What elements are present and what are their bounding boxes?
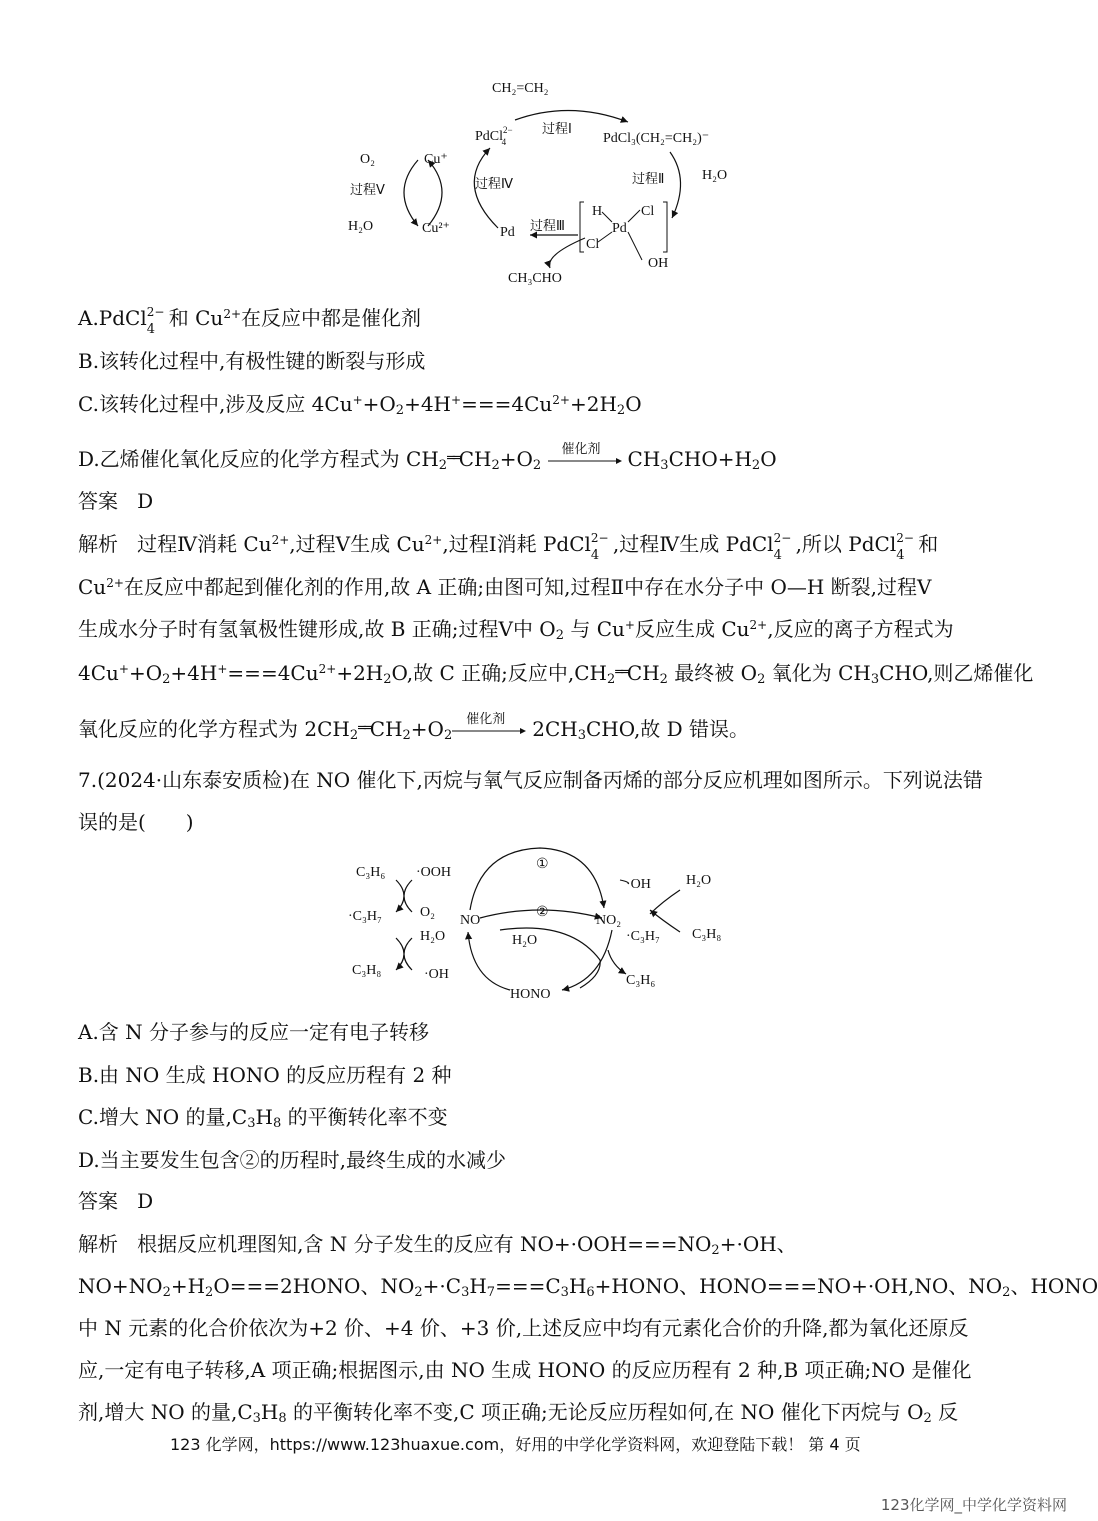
q6-analysis-line2: $Cu^{2+}$在反应中都起到催化剂的作用,故 A 正确;由图可知,过程Ⅱ中存在水分子中 O—H 断裂,过程Ⅴ — [78, 575, 932, 599]
q6-option-c: C.该转化过程中,涉及反应 $4Cu^++O_2+4H^+===4Cu^{2+}+2H_2O$ — [78, 392, 642, 418]
bracket-right — [663, 202, 667, 252]
c3h6-label: C₃H₆ — [356, 865, 386, 880]
pdcl4-label: PdCl$^{2-}$ 4 — [475, 125, 513, 147]
q7-analysis-line5: 剂,增大 NO 的量$,C_3H_8$ 的平衡转化率不变,C 项正确;无论反应历程如何,在 NO 催化下丙烷与 $O_2$ 反 — [78, 1400, 959, 1426]
q7-analysis-line4: 应,一定有电子转移,A 项正确;根据图示,由 NO 生成 HONO 的反应历程有 2 种,B 项正确;NO 是催化 — [78, 1358, 972, 1382]
hono-label: HONO — [510, 987, 551, 1002]
cuplus-label: Cu⁺ — [424, 152, 448, 167]
q6-option-b: B.该转化过程中,有极性键的断裂与形成 — [78, 349, 426, 373]
arrow-c3h6-out — [608, 950, 626, 974]
circle2-label: ② — [536, 905, 549, 920]
catalyst-arrow — [548, 441, 628, 471]
q6-option-a: A.PdCl 2− 4 和 $Cu^{2+}$在反应中都是催化剂 — [78, 305, 422, 337]
oh-top-label: ·OH — [626, 877, 651, 892]
q7-analysis-label: 解析 — [78, 1232, 118, 1256]
q6-analysis-line3: 生成水分子时有氢氧极性键形成,故 B 正确;过程Ⅴ中 $O_2$ 与 Cu+反应生成 $Cu^{2+}$,反应的离子方程式为 — [78, 617, 954, 643]
arrow-proc5a — [404, 160, 418, 226]
cl-bottom-label: Cl — [586, 237, 600, 252]
arrow-proc2 — [670, 152, 681, 218]
cu2-label: Cu²⁺ — [422, 221, 450, 236]
q7-answer-label: 答案 — [78, 1189, 118, 1213]
ethylene-label: CH₂=CH₂ — [492, 81, 549, 96]
proc3-label: 过程Ⅲ — [530, 219, 565, 234]
c3h7-label: ·C₃H₇ — [348, 909, 382, 924]
q7-stem: 7.(2024·山东泰安质检)在 NO 催化下,丙烷与氧气反应制备丙烯的部分反应机理如图所示。下列说法错误的是( ) — [78, 768, 983, 834]
h2o-left-label-2: H₂O — [420, 929, 446, 944]
arrow-proc1 — [515, 110, 628, 122]
pd-cycle-diagram — [330, 70, 750, 295]
h2o-top-label: H₂O — [686, 873, 712, 888]
arrow-proc5b — [428, 160, 442, 226]
no2-label: NO₂ — [596, 913, 622, 928]
arrow-swap-left-top — [396, 880, 412, 912]
arrow-no2-to-hono — [562, 930, 612, 990]
q6-analysis-line1: 解析 过程Ⅳ消耗 $Cu^{2+}$,过程Ⅴ生成 $Cu^{2+}$,过程Ⅰ消耗 PdCl 2− 4 ,过程Ⅳ生成 PdCl 2− 4 ,所以 PdCl 2− 4 和 — [78, 531, 939, 563]
proc4-label: 过程Ⅳ — [475, 177, 513, 192]
q6-answer-label: 答案 — [78, 489, 118, 513]
q6-analysis-label: 解析 — [78, 532, 118, 556]
q7-analysis-line1: 解析 根据反应机理图知,含 N 分子发生的反应有 $NO+\cdot OOH===NO_2+\cdot OH$、 — [78, 1232, 797, 1258]
q6-answer — [78, 488, 153, 514]
page-footer: 123 化学网，https://www.123huaxue.com，好用的中学化学资料网，欢迎登陆下载！ 第 4 页 — [170, 1435, 861, 1454]
c3h7-right-label: ·C₃H₇ — [626, 929, 660, 944]
h2o-left-label: H₂O — [348, 219, 374, 234]
oh-label: OH — [648, 256, 669, 271]
catalyst-label-2: 催化剂 — [466, 711, 506, 727]
ooh-label: ·OOH — [416, 865, 451, 880]
proc5-label: 过程Ⅴ — [350, 183, 385, 198]
c3h6-right-label: C₃H₆ — [626, 973, 656, 988]
c3h8-left-label: C₃H₈ — [352, 963, 382, 978]
o2-label-2: O₂ — [420, 905, 435, 920]
bracket-left — [580, 202, 584, 252]
q7-option-a: A.含 N 分子参与的反应一定有电子转移 — [78, 1020, 430, 1044]
pd-center-label: Pd — [612, 221, 627, 236]
h2o-right-label: H₂O — [702, 168, 728, 183]
arrow-hono-to-no — [468, 932, 510, 990]
q7-option-d: D.当主要发生包含②的历程时,最终生成的水减少 — [78, 1148, 507, 1172]
pdcl3-label: PdCl₃(CH₂=CH₂)⁻ — [603, 131, 710, 146]
proc2-label: 过程Ⅱ — [632, 172, 665, 187]
q7-answer-value: D — [137, 1189, 154, 1213]
cl-top-label: Cl — [641, 204, 655, 219]
catalyst-label: 催化剂 — [561, 441, 601, 457]
q6-analysis-line5: 氧化反应的化学方程式为 $2CH_2══CH_2+O_2$ 催化剂 $2CH_3CHO$,故 D 错误。 — [78, 716, 749, 742]
h2o-mid-label: H₂O — [512, 933, 538, 948]
q6-option-d: D.乙烯催化氧化反应的化学方程式为 $CH_2══CH_2+O_2$ 催化剂 $CH_3CHO+H_2O$ — [78, 446, 777, 472]
oh-left-label: ·OH — [424, 967, 449, 982]
q7-analysis-line3: 中 N 元素的化合价依次为+2 价、+4 价、+3 价,上述反应中均有元素化合价的升降,都为氧化还原反 — [78, 1316, 969, 1340]
o2-label: O₂ — [360, 152, 375, 167]
no-cycle-diagram — [340, 840, 740, 1005]
proc1-label: 过程Ⅰ — [542, 122, 572, 137]
catalyst-arrow-2 — [452, 711, 532, 741]
ch3cho-label: CH₃CHO — [508, 271, 562, 286]
arrow-swap-right — [650, 890, 680, 932]
q7-option-b: B.由 NO 生成 HONO 的反应历程有 2 种 — [78, 1063, 452, 1087]
circle1-label: ① — [536, 857, 549, 872]
q7-analysis-line2: $NO+NO_2+H_2O===2HONO$、$NO_2+\cdot C_3H_7===C_3H_6+HONO$、HONO===NO+·OH,NO、$NO_2$、HONO — [78, 1274, 1098, 1300]
pd-label: Pd — [500, 225, 515, 240]
q7-answer — [78, 1188, 153, 1214]
h-label: H — [592, 204, 603, 219]
c3h8-right-label: C₃H₈ — [692, 927, 722, 942]
no-label: NO — [460, 913, 481, 928]
watermark-text: 123化学网_中学化学资料网 — [880, 1496, 1067, 1514]
arrow-swap-left-bottom — [396, 938, 412, 970]
q6-analysis-line4: $4Cu^++O_2+4H^+===4Cu^{2+}+2H_2O$,故 C 正确;反应中$,CH_2══CH_2$ 最终被 $O_2$ 氧化为 $CH_3CHO$,则乙烯催化 — [78, 661, 1034, 687]
q6-answer-value: D — [137, 489, 154, 513]
q7-option-c: C.增大 NO 的量$,C_3H_8$ 的平衡转化率不变 — [78, 1105, 448, 1131]
